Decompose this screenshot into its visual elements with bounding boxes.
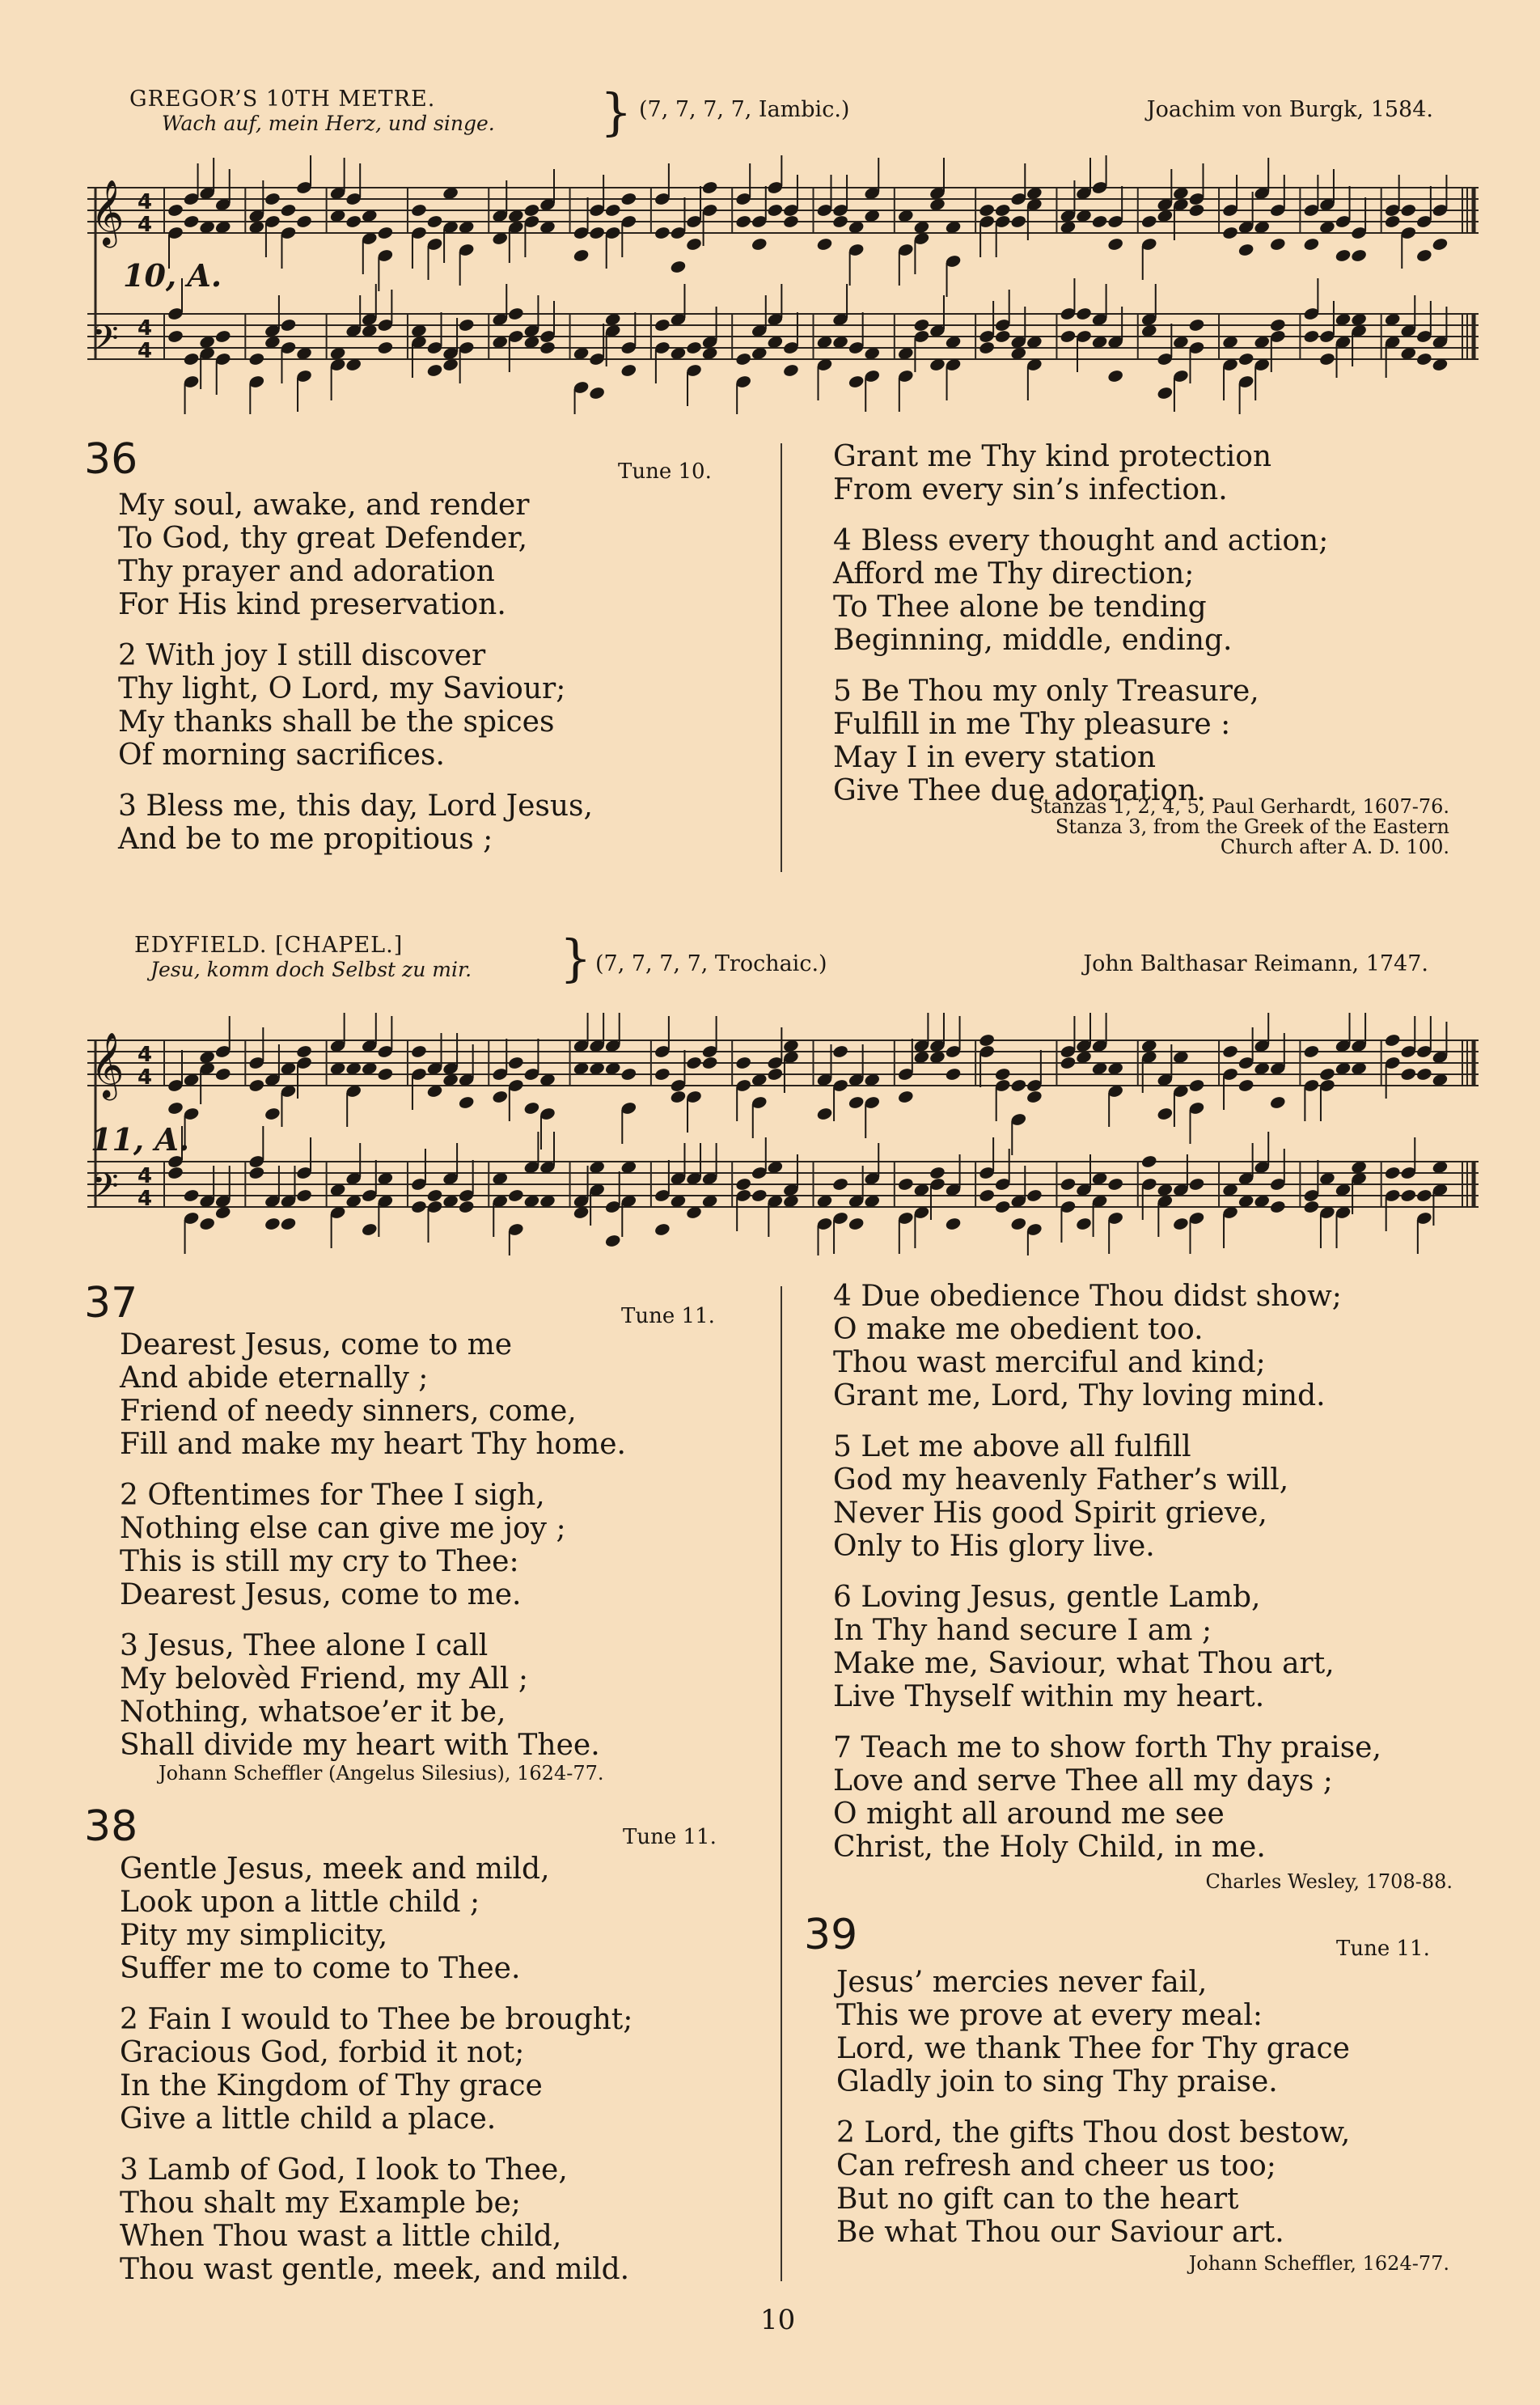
note-head [1238, 1078, 1254, 1093]
note-head [767, 203, 784, 218]
note-head [1400, 1188, 1417, 1203]
note-head [507, 1188, 524, 1203]
hymn-tune-ref: Tune 11. [621, 1304, 715, 1328]
stanza-7: 7 Teach me to show forth Thy praise, Love and serve Thee all my days ; O might all around me see Christ, the Holy Child, in me. [833, 1731, 1381, 1864]
note-head [410, 203, 427, 218]
note-head [507, 307, 524, 321]
note-head [1400, 203, 1417, 218]
note-head [685, 341, 702, 355]
stanza-1: Jesus’ mercies never fail, This we prove at every meal: Lord, we thank Thee for Thy grace Gladly join to sing Thy praise. [836, 1966, 1350, 2098]
note-head [1157, 1107, 1174, 1121]
note-head [994, 1200, 1011, 1214]
time-signature-bottom: 4 [138, 339, 153, 363]
note-head [167, 1101, 184, 1116]
note-head [654, 318, 671, 332]
hymn-number: 38 [84, 1802, 138, 1851]
tune-name: GREGOR’S 10TH METRE. [129, 87, 436, 112]
tune-meter: (7, 7, 7, 7, Trochaic.) [595, 951, 827, 976]
note-head [1140, 1154, 1157, 1169]
note-head [295, 1044, 312, 1059]
music-score-tune-10 [87, 155, 1479, 414]
note-head [214, 329, 231, 344]
note-head [1335, 248, 1352, 263]
page-number: 10 [760, 2304, 796, 2336]
note-head [1026, 1090, 1043, 1104]
hymn-credit: Johann Scheffler (Angelus Silesius), 1624-77. [159, 1762, 604, 1785]
note-head [264, 1217, 281, 1231]
note-head [1303, 1044, 1320, 1059]
note-head [426, 363, 443, 378]
note-head [1318, 352, 1335, 366]
note-head [751, 1188, 768, 1203]
note-head [214, 1067, 231, 1082]
note-head [604, 203, 621, 218]
note-head [994, 203, 1011, 218]
hymn-number: 36 [84, 435, 138, 484]
time-signature-bottom: 4 [138, 1187, 153, 1211]
note-head [523, 203, 540, 218]
stanza-3-cont: Grant me Thy kind protection From every sin’s infection. [833, 440, 1272, 506]
note-head [654, 1222, 671, 1237]
hymn-number: 37 [84, 1279, 138, 1327]
note-head [994, 1067, 1011, 1082]
note-head [1415, 1067, 1432, 1082]
note-head [897, 1177, 914, 1192]
note-head [183, 1188, 200, 1203]
note-head [913, 318, 930, 332]
note-head [280, 318, 297, 332]
note-head [1188, 318, 1205, 332]
note-head [183, 214, 200, 229]
note-head [767, 1067, 784, 1082]
stanza-1: Gentle Jesus, meek and mild, Look upon a little child ; Pity my simplicity, Suffer me to come to Thee. [120, 1852, 550, 1985]
note-head [377, 341, 394, 355]
note-head [1010, 214, 1027, 229]
note-head [945, 1067, 962, 1082]
stanza-2: 2 Fain I would to Thee be brought; Gracious God, forbid it not; In the Kingdom of Thy grace Give a little child a place. [120, 2003, 633, 2136]
note-head [523, 1101, 540, 1116]
note-head [248, 1078, 265, 1093]
note-head [978, 203, 995, 218]
hymn-credit: Charles Wesley, 1708-88. [1205, 1870, 1453, 1893]
note-head [1303, 329, 1320, 344]
note-head [377, 1067, 394, 1082]
note-head [1188, 1177, 1205, 1192]
hymn-39-column [836, 1966, 1350, 2249]
clef: 𝄢 [91, 1165, 119, 1216]
note-head [816, 1107, 833, 1121]
time-signature-top: 4 [138, 190, 153, 214]
note-head [654, 1067, 671, 1082]
note-head [1060, 1056, 1077, 1070]
note-head [1010, 1078, 1027, 1093]
clef: 𝄞 [91, 179, 125, 245]
note-head [670, 1090, 687, 1104]
note-head [1075, 307, 1092, 321]
note-head [1157, 386, 1174, 400]
note-head [1075, 1217, 1092, 1231]
note-head [670, 260, 687, 274]
note-head [410, 1200, 427, 1214]
stanza-3: 3 Jesus, Thee alone I call My belovèd Friend, my All ; Nothing, whatsoe’er it be, Shall divide my heart with Thee. [120, 1629, 600, 1762]
note-head [1269, 1200, 1286, 1214]
time-signature-bottom: 4 [138, 213, 153, 237]
note-head [735, 352, 752, 366]
note-head [1303, 237, 1320, 252]
note-head [1106, 237, 1123, 252]
note-head [1269, 318, 1286, 332]
note-head [735, 1177, 752, 1192]
brace: } [560, 929, 592, 988]
note-head [848, 375, 865, 389]
note-head [280, 203, 297, 218]
stanza-6: 6 Loving Jesus, gentle Lamb, In Thy hand secure I am ; Make me, Saviour, what Thou art, Live Thyself within my heart. [833, 1581, 1335, 1713]
note-head [1269, 1095, 1286, 1110]
time-signature-top: 4 [138, 1043, 153, 1067]
note-head [167, 329, 184, 344]
note-head [1415, 1188, 1432, 1203]
note-head [1221, 226, 1238, 240]
note-head [701, 1056, 718, 1070]
note-head [751, 237, 768, 252]
hymn-number: 39 [804, 1911, 858, 1959]
note-head [685, 1056, 702, 1070]
time-signature-top: 4 [138, 316, 153, 341]
column-divider [781, 443, 782, 872]
note-head [507, 1056, 524, 1070]
note-head [167, 203, 184, 218]
note-head [735, 1056, 752, 1070]
tune-original-title: Wach auf, mein Herz, und singe. [162, 112, 495, 135]
note-head [701, 180, 718, 195]
note-head [377, 226, 394, 240]
note-head [1415, 248, 1432, 263]
tune-10-header [129, 87, 495, 136]
clef: 𝄞 [91, 1031, 125, 1098]
note-head [167, 1166, 184, 1180]
tune-label: 11, A. [91, 1121, 190, 1158]
note-head [994, 329, 1011, 344]
note-head [295, 214, 312, 229]
note-head [978, 1033, 995, 1048]
note-head [735, 214, 752, 229]
note-head [654, 226, 671, 240]
note-head [410, 1044, 427, 1059]
note-head [685, 237, 702, 252]
note-head [1384, 214, 1401, 229]
stanza-3: 3 Lamb of God, I look to Thee, Thou shalt my Example be; When Thou wast a little child, Thou wast gentle, meek, and mild. [120, 2153, 630, 2286]
note-head [1269, 237, 1286, 252]
note-head [248, 352, 265, 366]
note-head [588, 226, 605, 240]
tune-11-header [134, 934, 472, 982]
hymn-credit: Johann Scheffler, 1624-77. [1188, 2252, 1449, 2275]
note-head [183, 352, 200, 366]
note-head [848, 1095, 865, 1110]
stanza-2: 2 Oftentimes for Thee I sigh, Nothing else can give me joy ; This is still my cry to Thee: Dearest Jesus, come to me. [120, 1479, 566, 1611]
note-head [1221, 1044, 1238, 1059]
note-head [620, 1067, 637, 1082]
note-head [264, 1107, 281, 1121]
note-head [1384, 1166, 1401, 1180]
note-head [1238, 243, 1254, 257]
note-head [1060, 1177, 1077, 1192]
stanza-4: 4 Bless every thought and action; Afford me Thy direction; To Thee alone be tending Beginning, middle, ending. [833, 524, 1329, 657]
tune-original-title: Jesu, komm doch Selbst zu mir. [150, 958, 472, 981]
note-head [929, 1166, 946, 1180]
note-head [604, 1234, 621, 1248]
stanza-1: Dearest Jesus, come to me And abide eternally ; Friend of needy sinners, come, Fill and make my heart Thy home. [120, 1328, 626, 1461]
hymn-36-left-column [118, 489, 593, 874]
note-head [1026, 1188, 1043, 1203]
note-head [458, 1095, 475, 1110]
time-signature-bottom: 4 [138, 1065, 153, 1090]
note-head [492, 1090, 509, 1104]
note-head [945, 1217, 962, 1231]
note-head [831, 1044, 848, 1059]
stanza-5: 5 Let me above all fulfill God my heavenly Father’s will, Never His good Spirit grieve, Only to His glory live. [833, 1430, 1289, 1563]
note-head [831, 214, 848, 229]
hymn-38-column [120, 1852, 632, 2286]
hymn-37-left-column [120, 1328, 626, 1762]
note-head [1415, 352, 1432, 366]
note-head [782, 363, 799, 378]
note-head [831, 1177, 848, 1192]
brace: } [600, 83, 632, 142]
tune-name: EDYFIELD. [CHAPEL.] [134, 933, 404, 958]
note-head [458, 318, 475, 332]
note-head [345, 214, 362, 229]
note-head [573, 248, 590, 263]
note-head [248, 1166, 265, 1180]
hymn-36-right-column [833, 440, 1328, 807]
music-score-tune-11 [87, 1013, 1479, 1255]
note-head [1400, 1067, 1417, 1082]
tune-label: 10, A. [123, 257, 222, 294]
note-head [1172, 1217, 1189, 1231]
hymn-tune-ref: Tune 11. [623, 1825, 717, 1849]
note-head [978, 1188, 995, 1203]
tune-meter: (7, 7, 7, 7, Iambic.) [639, 97, 850, 122]
hymn-tune-ref: Tune 10. [618, 459, 712, 484]
note-head [1091, 214, 1108, 229]
hymn-37-right-column [833, 1280, 1381, 1864]
note-head [1106, 369, 1123, 383]
tune-composer: John Balthasar Reimann, 1747. [1083, 951, 1428, 976]
tune-composer: Joachim von Burgk, 1584. [1146, 97, 1433, 122]
note-head [848, 1217, 865, 1231]
note-head [1060, 329, 1077, 344]
note-head [1318, 1067, 1335, 1082]
note-head [620, 192, 637, 206]
note-head [897, 1090, 914, 1104]
note-head [1384, 1033, 1401, 1048]
note-head [280, 1217, 297, 1231]
note-head [620, 363, 637, 378]
hymn-tune-ref: Tune 11. [1336, 1937, 1430, 1961]
note-head [458, 1200, 475, 1214]
stanza-5: 5 Be Thou my only Treasure, Fulfill in me Thy pleasure : May I in every station Give Thee due adoration. [833, 675, 1259, 807]
stanza-2: 2 Lord, the gifts Thou dost bestow, Can refresh and cheer us too; But no gift can to the heart Be what Thou our Saviour art. [836, 2116, 1351, 2249]
note-head [361, 1222, 378, 1237]
stanza-3: 3 Bless me, this day, Lord Jesus, And be to me propitious ; [118, 790, 593, 856]
note-head [1188, 1078, 1205, 1093]
stanza-2: 2 With joy I still discover Thy light, O Lord, my Saviour; My thanks shall be the spices Of morning sacrifices. [118, 639, 566, 772]
time-signature-top: 4 [138, 1164, 153, 1188]
note-head [978, 341, 995, 355]
note-head [1350, 248, 1367, 263]
note-head [1140, 214, 1157, 229]
note-head [1106, 1177, 1123, 1192]
stanza-4: 4 Due obedience Thou didst show; O make me obedient too. Thou wast merciful and kind; Grant me, Lord, Thy loving mind. [833, 1280, 1342, 1412]
note-head [1188, 203, 1205, 218]
note-head [1303, 1200, 1320, 1214]
hymn-credit: Stanzas 1, 2, 4, 5, Paul Gerhardt, 1607-76. Stanza 3, from the Greek of the Eastern Church after A. D. 100. [1030, 795, 1449, 858]
note-head [426, 214, 443, 229]
note-head [198, 1217, 215, 1231]
clef: 𝄢 [91, 317, 119, 368]
note-head [295, 1188, 312, 1203]
note-head [264, 192, 281, 206]
note-head [816, 237, 833, 252]
note-head [1432, 237, 1449, 252]
note-head [588, 386, 605, 400]
note-head [782, 214, 799, 229]
note-head [539, 341, 556, 355]
note-head [1010, 1217, 1027, 1231]
note-head [1238, 352, 1254, 366]
stanza-1: My soul, awake, and render To God, thy great Defender, Thy prayer and adoration For His kind preservation. [118, 489, 530, 621]
column-divider [781, 1286, 782, 2281]
note-head [426, 1188, 443, 1203]
